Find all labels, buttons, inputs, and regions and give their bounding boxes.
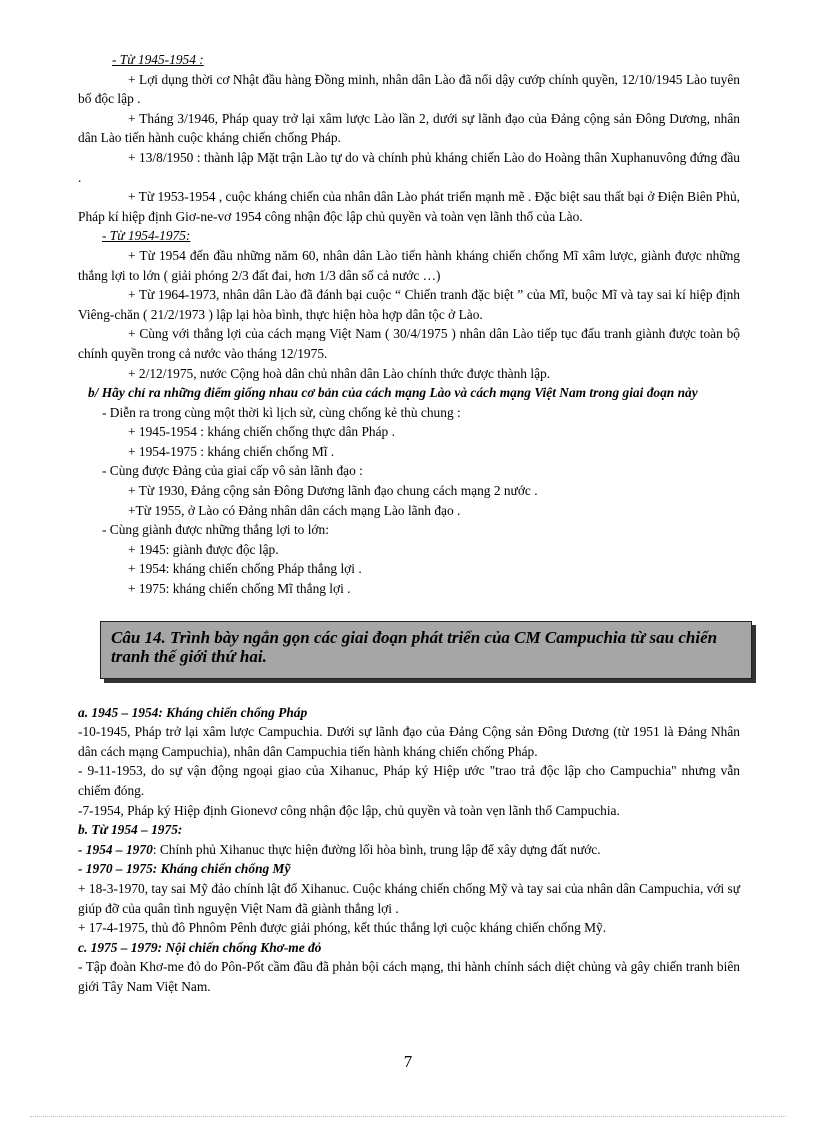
page-number: 7 [403, 1052, 413, 1071]
lao-phase-2-label: - Từ 1954-1975: [102, 228, 191, 244]
section-b2-label: - 1970 – 1975 [78, 861, 153, 877]
page-bottom-divider [30, 1116, 786, 1117]
section-a-item: -10-1945, Pháp trở lại xâm lược Campuchia. Dưới sự lãnh đạo của Đảng Cộng sản Đông Dương (từ 1951 là Đảng Nhân dân cách mạng Campuchia), nhân dân Campuchia tiến hành kháng chiến chống Pháp. [78, 724, 740, 759]
similarity-subpoint: + 1954: kháng chiến chống Pháp thắng lợi . [128, 561, 362, 577]
section-b1-label: - 1954 – 1970 [78, 841, 153, 857]
lao-phase-2-item: + Cùng với thắng lợi của cách mạng Việt Nam ( 30/4/1975 ) nhân dân Lào tiếp tục đấu tranh giành được toàn bộ chính quyền trong cả nước vào tháng 12/1975. [78, 326, 740, 361]
similarity-point: - Diễn ra trong cùng một thời kì lịch sử, cùng chống kẻ thù chung : [102, 404, 461, 420]
section-b-heading: b. Từ 1954 – 1975: [78, 822, 183, 838]
similarity-heading: b/ Hãy chỉ ra những điểm giống nhau cơ bản của cách mạng Lào và cách mạng Việt Nam trong giai đoạn này [88, 385, 698, 401]
similarity-subpoint: + 1975: kháng chiến chống Mĩ thắng lợi . [128, 581, 351, 597]
section-c-item: - Tập đoàn Khơ-me đỏ do Pôn-Pốt cầm đầu đã phản bội cách mạng, thi hành chính sách diệt chủng và gây chiến tranh biên giới Tây Nam Việt Nam. [78, 959, 740, 994]
lao-phase-1-item: + 13/8/1950 : thành lập Mặt trận Lào tự do và chính phủ kháng chiến Lào do Hoàng thân Xuphanuvông đứng đầu . [78, 149, 740, 185]
section-b1 [78, 840, 740, 860]
document-page [78, 50, 740, 997]
similarity-subpoint: +Từ 1955, ở Lào có Đảng nhân dân cách mạng Lào lãnh đạo . [128, 502, 461, 518]
lao-phase-1-label: - Từ 1945-1954 : [112, 52, 204, 67]
lao-phase-1-item: + Từ 1953-1954 , cuộc kháng chiến của nhân dân Lào phát triển mạnh mẽ . Đặc biệt sau thất bại ở Điện Biên Phủ, Pháp kí hiệp định Giơ-ne-vơ 1954 công nhận độc lập chủ quyền và toàn vẹn lãnh thổ của Lào. [78, 189, 740, 224]
lao-phase-1-item: + Lợi dụng thời cơ Nhật đầu hàng Đồng minh, nhân dân Lào đã nổi dậy cướp chính quyền, 12/10/1945 Lào tuyên bố độc lập . [78, 71, 740, 107]
section-b2-text: : Kháng chiến chống Mỹ [152, 861, 291, 877]
lao-phase-2-item: + 2/12/1975, nước Cộng hoà dân chủ nhân dân Lào chính thức được thành lập. [128, 365, 551, 381]
section-b2-item: + 17-4-1975, thủ đô Phnôm Pênh được giải phóng, kết thúc thắng lợi cuộc kháng chiến chống Mỹ. [78, 920, 607, 936]
section-a-item: -7-1954, Pháp ký Hiệp định Gionevơ công nhận độc lập, chủ quyền và toàn vẹn lãnh thổ Campuchia. [78, 802, 620, 818]
similarity-point: - Cùng được Đảng của giai cấp vô sản lãnh đạo : [102, 463, 363, 479]
lao-phase-2-item: + Từ 1954 đến đầu những năm 60, nhân dân Lào tiến hành kháng chiến chống Mĩ xâm lược, giành được những thắng lợi to lớn ( giải phóng 2/3 đất đai, hơn 1/3 dân số cả nước …) [78, 247, 740, 283]
similarity-subpoint: + Từ 1930, Đảng cộng sản Đông Dương lãnh đạo chung cách mạng 2 nước . [128, 483, 538, 499]
question-title: Câu 14. Trình bày ngắn gọn các giai đoạn phát triển của CM Campuchia từ sau chiến tranh thế giới thứ hai. [111, 627, 718, 666]
section-b1-text: : Chính phủ Xihanuc thực hiện đường lối hòa bình, trung lập để xây dựng đất nước. [152, 841, 601, 857]
similarity-subpoint: + 1945: giành được độc lập. [128, 541, 279, 557]
section-b2 [78, 859, 740, 879]
section-b2-item: + 18-3-1970, tay sai Mỹ đảo chính lật đổ Xihanuc. Cuộc kháng chiến chống Mỹ và tay sai của nhân dân Campuchia, với sự giúp đỡ của quân tình nguyện Việt Nam đã giành thắng lợi . [78, 880, 740, 916]
question-box [100, 621, 752, 679]
similarity-point: - Cùng giành được những thắng lợi to lớn: [102, 522, 329, 538]
lao-phase-1-item: + Tháng 3/1946, Pháp quay trở lại xâm lược Lào lần 2, dưới sự lãnh đạo của Đảng cộng sản Đông Dương, nhân dân Lào tiến hành cuộc kháng chiến chống Pháp. [78, 110, 740, 146]
lao-phase-2-item: + Từ 1964-1973, nhân dân Lào đã đánh bại cuộc “ Chiến tranh đặc biệt ” của Mĩ, buộc Mĩ và tay sai kí hiệp định Viêng-chăn ( 21/2/1973 ) lập lại hòa bình, thực hiện hòa hợp dân tộc ở Lào. [78, 287, 740, 322]
similarity-subpoint: + 1945-1954 : kháng chiến chống thực dân Pháp . [128, 424, 395, 440]
section-a-item: - 9-11-1953, do sự vận động ngoại giao của Xihanuc, Pháp ký Hiệp ước "trao trả độc lập cho Campuchia" nhưng vẫn chiếm đóng. [78, 763, 740, 798]
similarity-subpoint: + 1954-1975 : kháng chiến chống Mĩ . [128, 443, 335, 459]
section-a-heading: a. 1945 – 1954: Kháng chiến chống Pháp [78, 704, 308, 720]
section-c-heading: c. 1975 – 1979: Nội chiến chống Khơ-me đỏ [78, 939, 322, 955]
